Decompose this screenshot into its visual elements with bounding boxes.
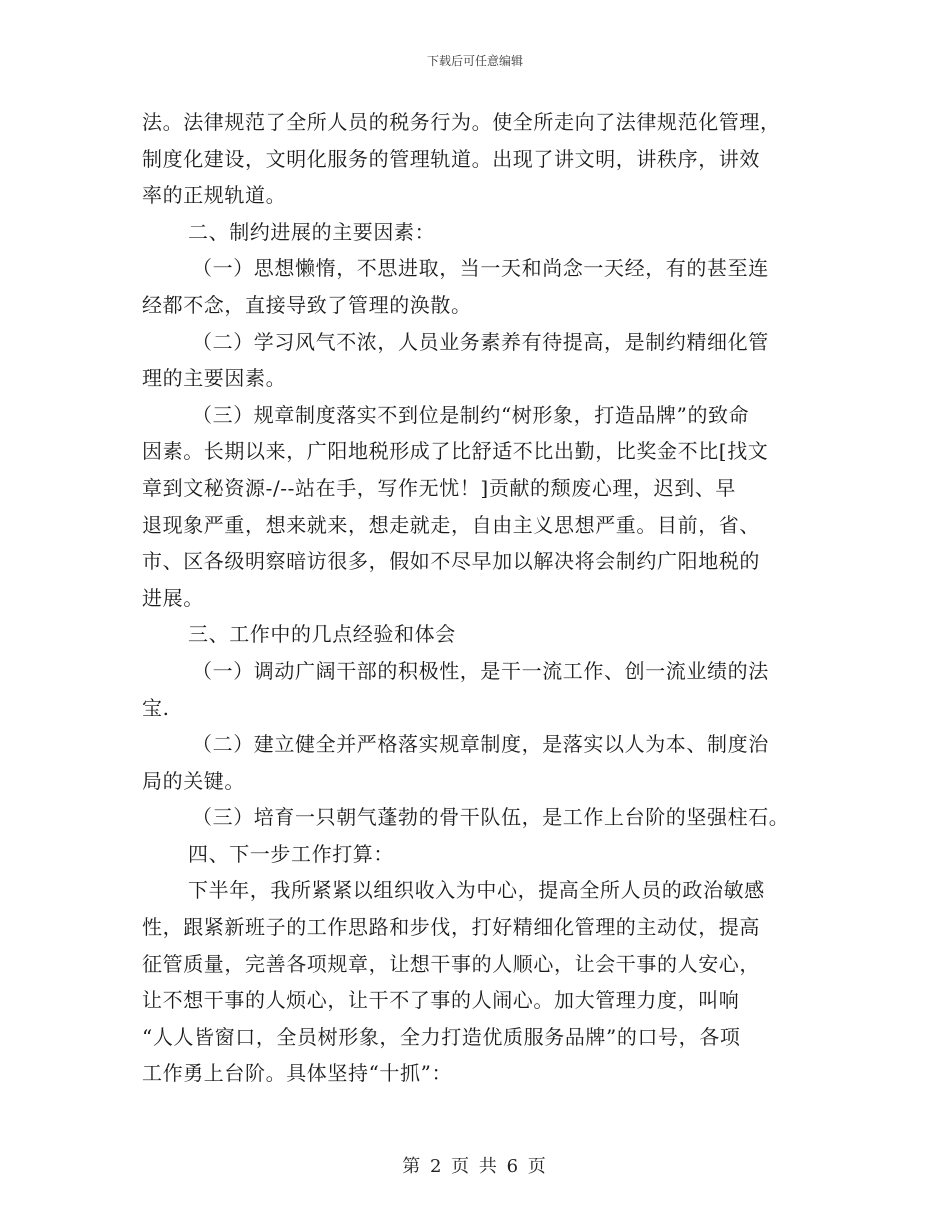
text-line: 让不想干事的人烦心，让干不了事的人闹心。加大管理力度，叫响 bbox=[142, 988, 740, 1013]
text-line: 征管质量，完善各项规章，让想干事的人顺心，让会干事的人安心， bbox=[142, 951, 760, 976]
text-line: （一）思想懒惰，不思进取，当一天和尚念一天经，有的甚至连 bbox=[192, 256, 769, 281]
text-line: （三）培育一只朝气蓬勃的骨干队伍，是工作上台阶的坚强柱石。 bbox=[192, 805, 790, 830]
text-line: 率的正规轨道。 bbox=[142, 183, 287, 208]
section-heading: 四、下一步工作打算： bbox=[188, 841, 394, 866]
text-line: 性，跟紧新班子的工作思路和步伐，打好精细化管理的主动仗，提高 bbox=[142, 915, 760, 940]
page-header: 下载后可任意编辑 bbox=[426, 54, 523, 68]
text-line: 理的主要因素。 bbox=[142, 366, 287, 391]
text-line: （二）建立健全并严格落实规章制度，是落实以人为本、制度治 bbox=[192, 732, 769, 757]
text-line: （二）学习风气不浓，人员业务素养有待提高，是制约精细化管 bbox=[192, 329, 769, 354]
text-line: 章到文秘资源-/--站在手，写作无忧！]贡献的颓废心理，迟到、早 bbox=[142, 475, 737, 500]
text-line: “人人皆窗口，全员树形象，全力打造优质服务品牌”的口号，各项 bbox=[142, 1024, 741, 1049]
text-line: 退现象严重，想来就来，想走就走，自由主义思想严重。目前，省、 bbox=[142, 512, 760, 537]
section-heading: 三、工作中的几点经验和体会 bbox=[188, 622, 456, 647]
document-body bbox=[142, 104, 810, 1092]
text-line: 下半年，我所紧紧以组织收入为中心，提高全所人员的政治敏感 bbox=[188, 878, 765, 903]
text-line: （三）规章制度落实不到位是制约“树形象，打造品牌”的致命 bbox=[192, 402, 750, 427]
section-heading: 二、制约进展的主要因素： bbox=[188, 219, 436, 244]
text-line: 宝. bbox=[142, 695, 170, 720]
text-line: 法。法律规范了全所人员的税务行为。使全所走向了法律规范化管理， bbox=[142, 110, 781, 134]
text-line: 制度化建设，文明化服务的管理轨道。出现了讲文明，讲秩序，讲效 bbox=[142, 146, 760, 171]
text-line: 因素。长期以来，广阳地税形成了比舒适不比出勤，比奖金不比[找文 bbox=[142, 439, 769, 464]
text-line: 工作勇上台阶。具体坚持“十抓”： bbox=[142, 1061, 453, 1086]
text-line: 进展。 bbox=[142, 585, 204, 610]
page-number: 第 2 页 共 6 页 bbox=[402, 1156, 548, 1177]
text-line: 市、区各级明察暗访很多，假如不尽早加以解决将会制约广阳地税的 bbox=[142, 549, 760, 574]
text-line: （一）调动广阔干部的积极性，是干一流工作、创一流业绩的法 bbox=[192, 658, 769, 683]
text-line: 局的关键。 bbox=[142, 768, 245, 793]
text-line: 经都不念，直接导致了管理的涣散。 bbox=[142, 292, 472, 317]
